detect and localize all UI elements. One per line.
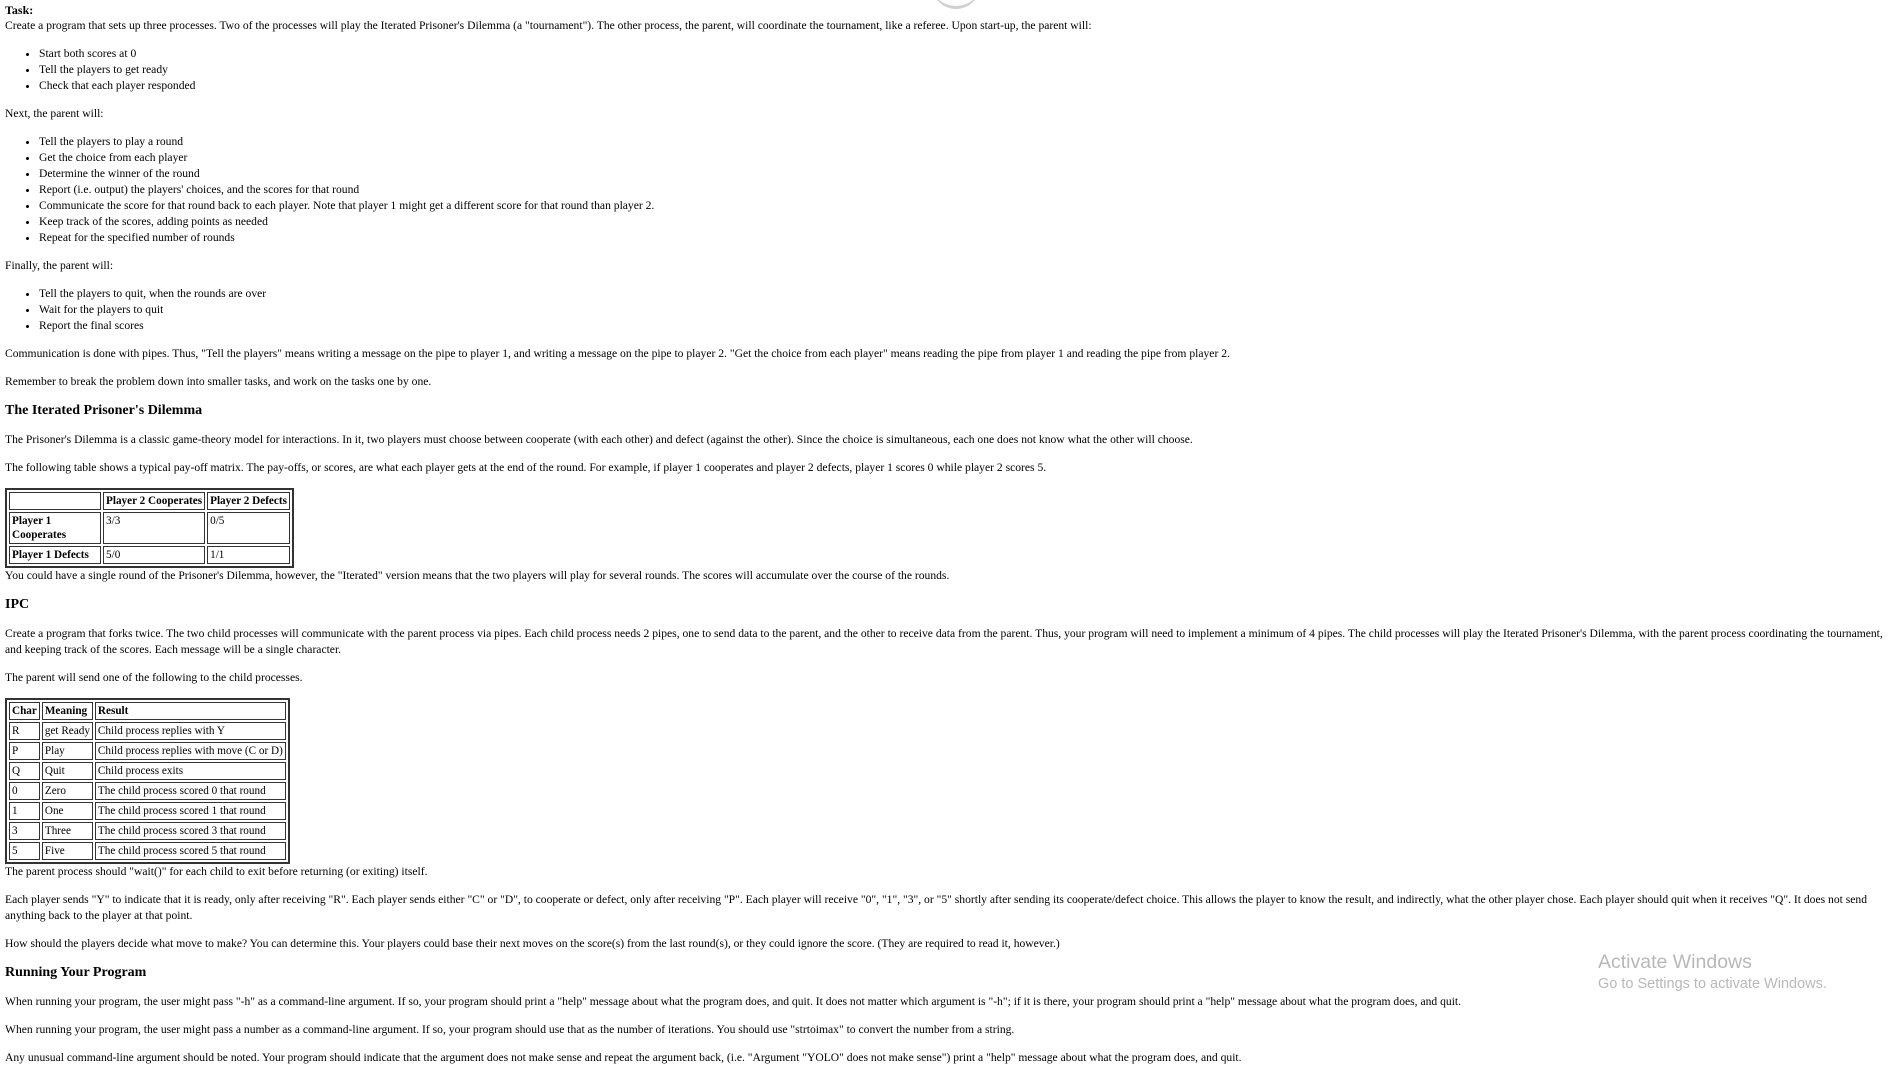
remember-note: Remember to break the problem down into smaller tasks, and work on the tasks one by one.	[5, 375, 432, 388]
list-item: • Tell the players to quit, when the rounds are over	[39, 286, 1885, 302]
codes-cell: 0	[9, 782, 40, 800]
codes-cell: Zero	[42, 782, 93, 800]
list-item: • Check that each player responded	[39, 78, 1885, 94]
list-item: • Keep track of the scores, adding points as needed	[39, 214, 1885, 230]
codes-cell: The child process scored 5 that round	[95, 842, 286, 860]
message-codes-table	[5, 698, 290, 864]
payoff-col-header: Player 2 Cooperates	[103, 492, 205, 510]
codes-header-row	[9, 702, 286, 720]
list-item: • Communicate the score for that round back to each player. Note that player 1 might get a different score for that round than player 2.	[39, 198, 1885, 214]
codes-col-header: Meaning	[42, 702, 93, 720]
running-help-flag: When running your program, the user might pass "-h" as a command-line argument. If so, your program should print a "help" message about what the program does, and quit. It does not matter which argument is "-h"; if it is there, your program should print a "help" message about what the program does, and quit.	[5, 995, 1462, 1008]
ipc-intro: Create a program that forks twice. The two child processes will communicate with the parent process via pipes. Each child process needs 2 pipes, one to send data to the parent, and the other to receive data from the parent. Thus, your program will need to implement a minimum of 4 pipes. The child processes will play the Iterated Prisoner's Dilemma, with the parent process coordinating the tournament, and keeping track of the scores. Each message will be a single character.	[5, 627, 1883, 656]
codes-cell: P	[9, 742, 40, 760]
codes-cell: 3	[9, 822, 40, 840]
payoff-cell: 1/1	[207, 546, 290, 564]
codes-cell: Child process exits	[95, 762, 286, 780]
payoff-corner-cell	[9, 492, 101, 510]
final-steps-list	[5, 286, 1885, 334]
payoff-row-header: Player 1 Cooperates	[9, 512, 101, 544]
list-item: • Get the choice from each player	[39, 150, 1885, 166]
next-steps-list	[5, 134, 1885, 246]
running-iterations: When running your program, the user might pass a number as a command-line argument. If so, your program should use that as the number of iterations. You should use "strtoimax" to convert the number from a string.	[5, 1023, 1015, 1036]
list-item: • Determine the winner of the round	[39, 166, 1885, 182]
final-intro: Finally, the parent will:	[5, 259, 114, 272]
list-item: • Report (i.e. output) the players' choices, and the scores for that round	[39, 182, 1885, 198]
task-intro: Create a program that sets up three processes. Two of the processes will play the Iterated Prisoner's Dilemma (a "tournament"). The other process, the parent, will coordinate the tournament, like a referee. Upon start-up, the parent will:	[5, 19, 1092, 32]
running-unusual-arg: Any unusual command-line argument should be noted. Your program should indicate that the argument does not make sense and repeat the argument back, (i.e. "Argument "YOLO" does not make sense") print a "help" message about what the program does, and quit.	[5, 1051, 1242, 1064]
ipd-heading: The Iterated Prisoner's Dilemma	[5, 403, 203, 418]
list-item: • Report the final scores	[39, 318, 1885, 334]
watermark-title: Activate Windows	[1598, 951, 1752, 973]
codes-cell: Child process replies with Y	[95, 722, 286, 740]
document-body	[5, 2, 1885, 1078]
payoff-header-row	[9, 492, 290, 510]
ipd-after-table: You could have a single round of the Prisoner's Dilemma, however, the "Iterated" version means that the two players will play for several rounds. The scores will accumulate over the course of the rounds.	[5, 569, 950, 582]
codes-cell: Three	[42, 822, 93, 840]
codes-row	[9, 762, 286, 780]
startup-list	[5, 46, 1885, 94]
payoff-row-header: Player 1 Defects	[9, 546, 101, 564]
list-item: • Wait for the players to quit	[39, 302, 1885, 318]
codes-cell: One	[42, 802, 93, 820]
ipd-intro: The Prisoner's Dilemma is a classic game-theory model for interactions. In it, two players must choose between cooperate (with each other) and defect (against the other). Since the choice is simultaneous, each one does not know what the other will choose.	[5, 433, 1193, 446]
task-heading: Task:	[5, 3, 34, 17]
payoff-cell: 0/5	[207, 512, 290, 544]
codes-row	[9, 842, 286, 860]
list-item: • Repeat for the specified number of rounds	[39, 230, 1885, 246]
list-item: • Tell the players to get ready	[39, 62, 1885, 78]
payoff-row	[9, 546, 290, 564]
ipc-table-intro: The parent will send one of the following to the child processes.	[5, 671, 303, 684]
payoff-table	[5, 488, 294, 568]
codes-row	[9, 722, 286, 740]
codes-row	[9, 742, 286, 760]
codes-cell: get Ready	[42, 722, 93, 740]
codes-cell: Q	[9, 762, 40, 780]
codes-row	[9, 802, 286, 820]
codes-row	[9, 822, 286, 840]
codes-cell: The child process scored 0 that round	[95, 782, 286, 800]
ipc-after-table: The parent process should "wait()" for each child to exit before returning (or exiting) itself.	[5, 865, 428, 878]
codes-col-header: Result	[95, 702, 286, 720]
codes-cell: R	[9, 722, 40, 740]
codes-cell: The child process scored 1 that round	[95, 802, 286, 820]
list-item: • Start both scores at 0	[39, 46, 1885, 62]
codes-cell: Child process replies with move (C or D)	[95, 742, 286, 760]
codes-cell: The child process scored 3 that round	[95, 822, 286, 840]
payoff-cell: 3/3	[103, 512, 205, 544]
ipc-heading: IPC	[5, 597, 30, 612]
codes-row	[9, 782, 286, 800]
codes-cell: Play	[42, 742, 93, 760]
codes-cell: 5	[9, 842, 40, 860]
codes-cell: Five	[42, 842, 93, 860]
list-item: • Tell the players to play a round	[39, 134, 1885, 150]
payoff-col-header: Player 2 Defects	[207, 492, 290, 510]
payoff-cell: 5/0	[103, 546, 205, 564]
ipd-table-intro: The following table shows a typical pay-off matrix. The pay-offs, or scores, are what each player gets at the end of the round. For example, if player 1 cooperates and player 2 defects, player 1 scores 0 while player 2 scores 5.	[5, 461, 1047, 474]
pipes-note: Communication is done with pipes. Thus, "Tell the players" means writing a message on the pipe to player 1, and writing a message on the pipe to player 2. "Get the choice from each player" means reading the pipe from player 1 and reading the pipe from player 2.	[5, 347, 1230, 360]
codes-col-header: Char	[9, 702, 40, 720]
watermark-subtitle: Go to Settings to activate Windows.	[1598, 976, 1827, 992]
ipc-protocol: Each player sends "Y" to indicate that it is ready, only after receiving "R". Each player sends either "C" or "D", to cooperate or defect, only after receiving "P". Each player will receive "0", "1", "3", or "5" shortly after sending its cooperate/defect choice. This allows the player to know the result, and indirectly, what the other player chose. Each player should quit when it receives "Q". It does not send anything back to the player at that point.	[5, 893, 1867, 922]
payoff-row	[9, 512, 290, 544]
codes-cell: Quit	[42, 762, 93, 780]
codes-cell: 1	[9, 802, 40, 820]
ipc-strategy: How should the players decide what move to make? You can determine this. Your players could base their next moves on the score(s) from the last round(s), or they could ignore the score. (They are required to read it, however.)	[5, 937, 1060, 950]
next-intro: Next, the parent will:	[5, 107, 104, 120]
running-heading: Running Your Program	[5, 965, 147, 980]
